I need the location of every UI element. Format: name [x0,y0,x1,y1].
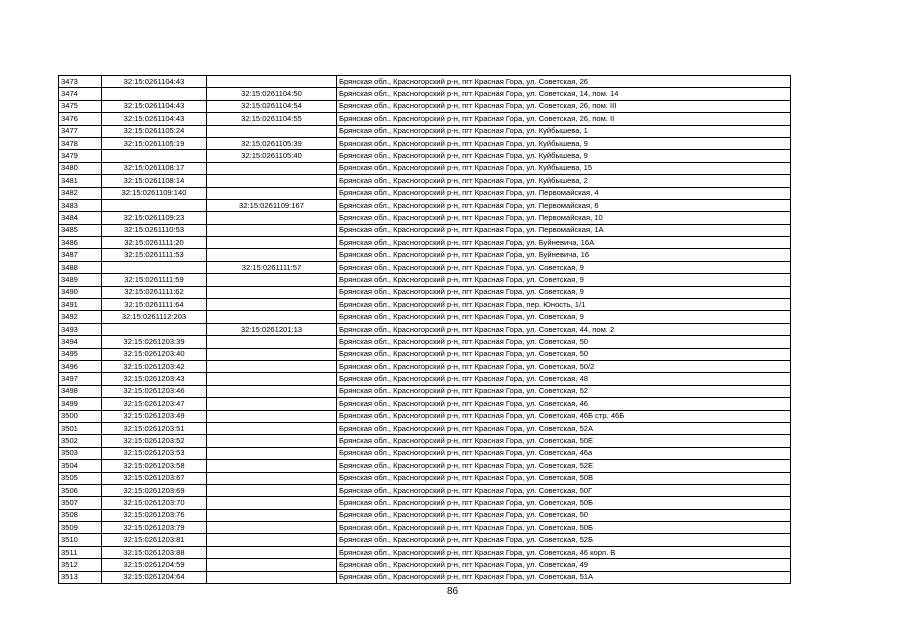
row-number-cell: 3513 [59,571,102,583]
table-row [59,299,791,311]
address-cell: Брянская обл., Красногорский р-н, пгт Красная Гора, ул. Советская, 46а [337,447,791,459]
row-number-cell: 3483 [59,199,102,211]
cadastral-number-2-cell [207,447,337,459]
cadastral-number-2-cell [207,187,337,199]
row-number-cell: 3474 [59,88,102,100]
cadastral-number-2-cell [207,472,337,484]
table-row [59,460,791,472]
cadastral-number-2-cell [207,509,337,521]
table-row [59,137,791,149]
table-row [59,125,791,137]
row-number-cell: 3512 [59,559,102,571]
table-row [59,410,791,422]
cadastral-number-cell: 32:15:0261111:53 [102,249,207,261]
table-row [59,497,791,509]
cadastral-number-2-cell [207,125,337,137]
cadastral-number-cell: 32:15:0261112:203 [102,311,207,323]
cadastral-number-2-cell [207,237,337,249]
cadastral-number-cell: 32:15:0261108:14 [102,175,207,187]
address-cell: Брянская обл., Красногорский р-н, пгт Красная Гора, ул. Советская, 50 [337,348,791,360]
address-cell: Брянская обл., Красногорский р-н, пгт Красная Гора, ул. Советская, 14, пом. 14 [337,88,791,100]
cadastral-number-2-cell: 32:15:0261104:54 [207,100,337,112]
cadastral-number-2-cell [207,224,337,236]
cadastral-number-2-cell [207,460,337,472]
row-number-cell: 3502 [59,435,102,447]
row-number-cell: 3495 [59,348,102,360]
cadastral-number-cell: 32:15:0261105:24 [102,125,207,137]
table-row [59,559,791,571]
cadastral-number-cell: 32:15:0261203:51 [102,422,207,434]
cadastral-number-2-cell: 32:15:0261104:50 [207,88,337,100]
table-row [59,88,791,100]
address-cell: Брянская обл., Красногорский р-н, пгт Красная Гора, ул. Советская, 50/2 [337,360,791,372]
row-number-cell: 3478 [59,137,102,149]
address-cell: Брянская обл., Красногорский р-н, пгт Красная Гора, ул. Советская, 50Б [337,497,791,509]
row-number-cell: 3486 [59,237,102,249]
table-row [59,274,791,286]
cadastral-number-cell: 32:15:0261111:64 [102,299,207,311]
address-cell: Брянская обл., Красногорский р-н, пгт Красная Гора, ул. Первомайская, 4 [337,187,791,199]
table-row [59,385,791,397]
address-cell: Брянская обл., Красногорский р-н, пгт Красная Гора, ул. Советская, 9 [337,274,791,286]
property-register-body [59,76,791,584]
cadastral-number-2-cell [207,398,337,410]
table-row [59,435,791,447]
cadastral-number-2-cell [207,311,337,323]
row-number-cell: 3484 [59,212,102,224]
address-cell: Брянская обл., Красногорский р-н, пгт Красная Гора, ул. Советская, 9 [337,261,791,273]
address-cell: Брянская обл., Красногорский р-н, пгт Красная Гора, ул. Советская, 46 корп. В [337,546,791,558]
row-number-cell: 3500 [59,410,102,422]
cadastral-number-2-cell: 32:15:0261105:40 [207,150,337,162]
address-cell: Брянская обл., Красногорский р-н, пгт Красная Гора, ул. Советская, 9 [337,286,791,298]
cadastral-number-2-cell: 32:15:0261109:167 [207,199,337,211]
cadastral-number-cell: 32:15:0261109:23 [102,212,207,224]
row-number-cell: 3505 [59,472,102,484]
address-cell: Брянская обл., Красногорский р-н, пгт Красная Гора, ул. Советская, 50Б [337,522,791,534]
row-number-cell: 3477 [59,125,102,137]
cadastral-number-2-cell: 32:15:0261111:57 [207,261,337,273]
table-row [59,323,791,335]
table-row [59,360,791,372]
cadastral-number-2-cell [207,571,337,583]
address-cell: Брянская обл., Красногорский р-н, пгт Красная Гора, ул. Буйневича, 16А [337,237,791,249]
cadastral-number-cell: 32:15:0261111:59 [102,274,207,286]
address-cell: Брянская обл., Красногорский р-н, пгт Красная Гора, ул. Советская, 52А [337,422,791,434]
table-row [59,224,791,236]
cadastral-number-cell: 32:15:0261111:62 [102,286,207,298]
cadastral-number-2-cell [207,360,337,372]
cadastral-number-2-cell [207,286,337,298]
row-number-cell: 3485 [59,224,102,236]
table-row [59,484,791,496]
table-row [59,422,791,434]
cadastral-number-cell [102,150,207,162]
address-cell: Брянская обл., Красногорский р-н, пгт Красная Гора, ул. Куйбышева, 9 [337,137,791,149]
address-cell: Брянская обл., Красногорский р-н, пгт Красная Гора, ул. Куйбышева, 15 [337,162,791,174]
cadastral-number-cell: 32:15:0261105:19 [102,137,207,149]
cadastral-number-cell: 32:15:0261203:67 [102,472,207,484]
cadastral-number-2-cell [207,410,337,422]
row-number-cell: 3501 [59,422,102,434]
cadastral-number-2-cell [207,175,337,187]
row-number-cell: 3509 [59,522,102,534]
cadastral-number-cell: 32:15:0261203:43 [102,373,207,385]
cadastral-number-2-cell [207,435,337,447]
address-cell: Брянская обл., Красногорский р-н, пгт Красная Гора, ул. Первомайская, 1А [337,224,791,236]
cadastral-number-2-cell [207,336,337,348]
row-number-cell: 3473 [59,76,102,88]
row-number-cell: 3499 [59,398,102,410]
table-row [59,113,791,125]
table-row [59,162,791,174]
address-cell: Брянская обл., Красногорский р-н, пгт Красная Гора, ул. Советская, 50 [337,509,791,521]
cadastral-number-cell: 32:15:0261203:49 [102,410,207,422]
address-cell: Брянская обл., Красногорский р-н, пгт Красная Гора, ул. Советская, 52 [337,385,791,397]
cadastral-number-cell: 32:15:0261111:20 [102,237,207,249]
cadastral-number-2-cell [207,522,337,534]
table-row [59,76,791,88]
row-number-cell: 3482 [59,187,102,199]
table-row [59,261,791,273]
cadastral-number-cell [102,199,207,211]
row-number-cell: 3498 [59,385,102,397]
row-number-cell: 3504 [59,460,102,472]
row-number-cell: 3506 [59,484,102,496]
address-cell: Брянская обл., Красногорский р-н, пгт Красная Гора, ул. Куйбышева, 1 [337,125,791,137]
cadastral-number-2-cell [207,422,337,434]
row-number-cell: 3491 [59,299,102,311]
address-cell: Брянская обл., Красногорский р-н, пгт Красная Гора, ул. Куйбышева, 2 [337,175,791,187]
cadastral-number-2-cell [207,484,337,496]
cadastral-number-cell: 32:15:0261203:53 [102,447,207,459]
cadastral-number-cell: 32:15:0261203:76 [102,509,207,521]
cadastral-number-2-cell [207,76,337,88]
table-row [59,237,791,249]
table-row [59,348,791,360]
row-number-cell: 3489 [59,274,102,286]
table-row [59,150,791,162]
address-cell: Брянская обл., Красногорский р-н, пгт Красная Гора, ул. Советская, 26, пом. III [337,100,791,112]
row-number-cell: 3496 [59,360,102,372]
row-number-cell: 3490 [59,286,102,298]
cadastral-number-cell [102,323,207,335]
address-cell: Брянская обл., Красногорский р-н, пгт Красная Гора, ул. Советская, 46 [337,398,791,410]
table-row [59,100,791,112]
table-row [59,534,791,546]
address-cell: Брянская обл., Красногорский р-н, пгт Красная Гора, ул. Советская, 52Е [337,460,791,472]
address-cell: Брянская обл., Красногорский р-н, пгт Красная Гора, ул. Советская, 49 [337,559,791,571]
row-number-cell: 3475 [59,100,102,112]
address-cell: Брянская обл., Красногорский р-н, пгт Красная Гора, ул. Советская, 52Б [337,534,791,546]
cadastral-number-cell: 32:15:0261104:43 [102,113,207,125]
table-row [59,175,791,187]
cadastral-number-2-cell [207,546,337,558]
table-row [59,447,791,459]
table-row [59,311,791,323]
table-row [59,212,791,224]
row-number-cell: 3494 [59,336,102,348]
cadastral-number-2-cell [207,162,337,174]
address-cell: Брянская обл., Красногорский р-н, пгт Красная Гора, ул. Советская, 48 [337,373,791,385]
address-cell: Брянская обл., Красногорский р-н, пгт Красная Гора, ул. Советская, 46Б стр. 46Б [337,410,791,422]
address-cell: Брянская обл., Красногорский р-н, пгт Красная Гора, ул. Советская, 50Е [337,435,791,447]
cadastral-number-cell: 32:15:0261108:17 [102,162,207,174]
address-cell: Брянская обл., Красногорский р-н, пгт Красная Гора, ул. Советская, 50 [337,336,791,348]
cadastral-number-2-cell [207,373,337,385]
address-cell: Брянская обл., Красногорский р-н, пгт Красная Гора, ул. Первомайская, 10 [337,212,791,224]
cadastral-number-cell: 32:15:0261109:140 [102,187,207,199]
cadastral-number-cell: 32:15:0261203:40 [102,348,207,360]
cadastral-number-2-cell [207,212,337,224]
cadastral-number-cell: 32:15:0261203:39 [102,336,207,348]
cadastral-number-cell [102,261,207,273]
address-cell: Брянская обл., Красногорский р-н, пгт Красная Гора, ул. Первомайская, 6 [337,199,791,211]
row-number-cell: 3503 [59,447,102,459]
address-cell: Брянская обл., Красногорский р-н, пгт Красная Гора, ул. Куйбышева, 9 [337,150,791,162]
table-row [59,398,791,410]
cadastral-number-2-cell: 32:15:0261105:39 [207,137,337,149]
cadastral-number-2-cell [207,274,337,286]
cadastral-number-cell: 32:15:0261104:43 [102,76,207,88]
cadastral-number-cell: 32:15:0261203:58 [102,460,207,472]
row-number-cell: 3507 [59,497,102,509]
address-cell: Брянская обл., Красногорский р-н, пгт Красная Гора, ул. Советская, 50В [337,472,791,484]
address-cell: Брянская обл., Красногорский р-н, пгт Красная Гора, ул. Буйневича, 16 [337,249,791,261]
address-cell: Брянская обл., Красногорский р-н, пгт Красная Гора, ул. Советская, 26, пом. II [337,113,791,125]
cadastral-number-2-cell: 32:15:0261201:13 [207,323,337,335]
row-number-cell: 3488 [59,261,102,273]
row-number-cell: 3492 [59,311,102,323]
table-row [59,187,791,199]
table-row [59,249,791,261]
cadastral-number-cell: 32:15:0261203:46 [102,385,207,397]
cadastral-number-cell: 32:15:0261203:70 [102,497,207,509]
cadastral-number-cell: 32:15:0261104:43 [102,100,207,112]
table-row [59,509,791,521]
cadastral-number-2-cell [207,497,337,509]
table-row [59,199,791,211]
address-cell: Брянская обл., Красногорский р-н, пгт Красная Гора, ул. Советская, 44, пом. 2 [337,323,791,335]
cadastral-number-cell: 32:15:0261203:81 [102,534,207,546]
table-row [59,522,791,534]
table-row [59,373,791,385]
row-number-cell: 3511 [59,546,102,558]
page-number: 86 [446,586,459,597]
table-row [59,286,791,298]
row-number-cell: 3510 [59,534,102,546]
cadastral-number-cell: 32:15:0261203:88 [102,546,207,558]
row-number-cell: 3497 [59,373,102,385]
cadastral-number-cell: 32:15:0261203:69 [102,484,207,496]
cadastral-number-cell: 32:15:0261203:42 [102,360,207,372]
table-row [59,546,791,558]
cadastral-number-2-cell [207,249,337,261]
property-register-table [58,75,791,584]
row-number-cell: 3508 [59,509,102,521]
address-cell: Брянская обл., Красногорский р-н, пгт Красная Гора, ул. Советская, 9 [337,311,791,323]
address-cell: Брянская обл., Красногорский р-н, пгт Красная Гора, ул. Советская, 50Г [337,484,791,496]
cadastral-number-2-cell [207,534,337,546]
cadastral-number-cell: 32:15:0261203:52 [102,435,207,447]
cadastral-number-cell: 32:15:0261204:64 [102,571,207,583]
row-number-cell: 3493 [59,323,102,335]
row-number-cell: 3481 [59,175,102,187]
cadastral-number-cell: 32:15:0261203:47 [102,398,207,410]
row-number-cell: 3476 [59,113,102,125]
cadastral-number-cell [102,88,207,100]
cadastral-number-cell: 32:15:0261110:53 [102,224,207,236]
cadastral-number-cell: 32:15:0261203:79 [102,522,207,534]
row-number-cell: 3479 [59,150,102,162]
cadastral-number-cell: 32:15:0261204:59 [102,559,207,571]
table-row [59,472,791,484]
address-cell: Брянская обл., Красногорский р-н, пгт Красная Гора, ул. Советская, 26 [337,76,791,88]
table-row [59,336,791,348]
table-row [59,571,791,583]
row-number-cell: 3480 [59,162,102,174]
cadastral-number-2-cell [207,559,337,571]
address-cell: Брянская обл., Красногорский р-н, пгт Красная Гора, пер. Юность, 1/1 [337,299,791,311]
row-number-cell: 3487 [59,249,102,261]
cadastral-number-2-cell [207,385,337,397]
cadastral-number-2-cell [207,348,337,360]
address-cell: Брянская обл., Красногорский р-н, пгт Красная Гора, ул. Советская, 51А [337,571,791,583]
cadastral-number-2-cell [207,299,337,311]
cadastral-number-2-cell: 32:15:0261104:55 [207,113,337,125]
